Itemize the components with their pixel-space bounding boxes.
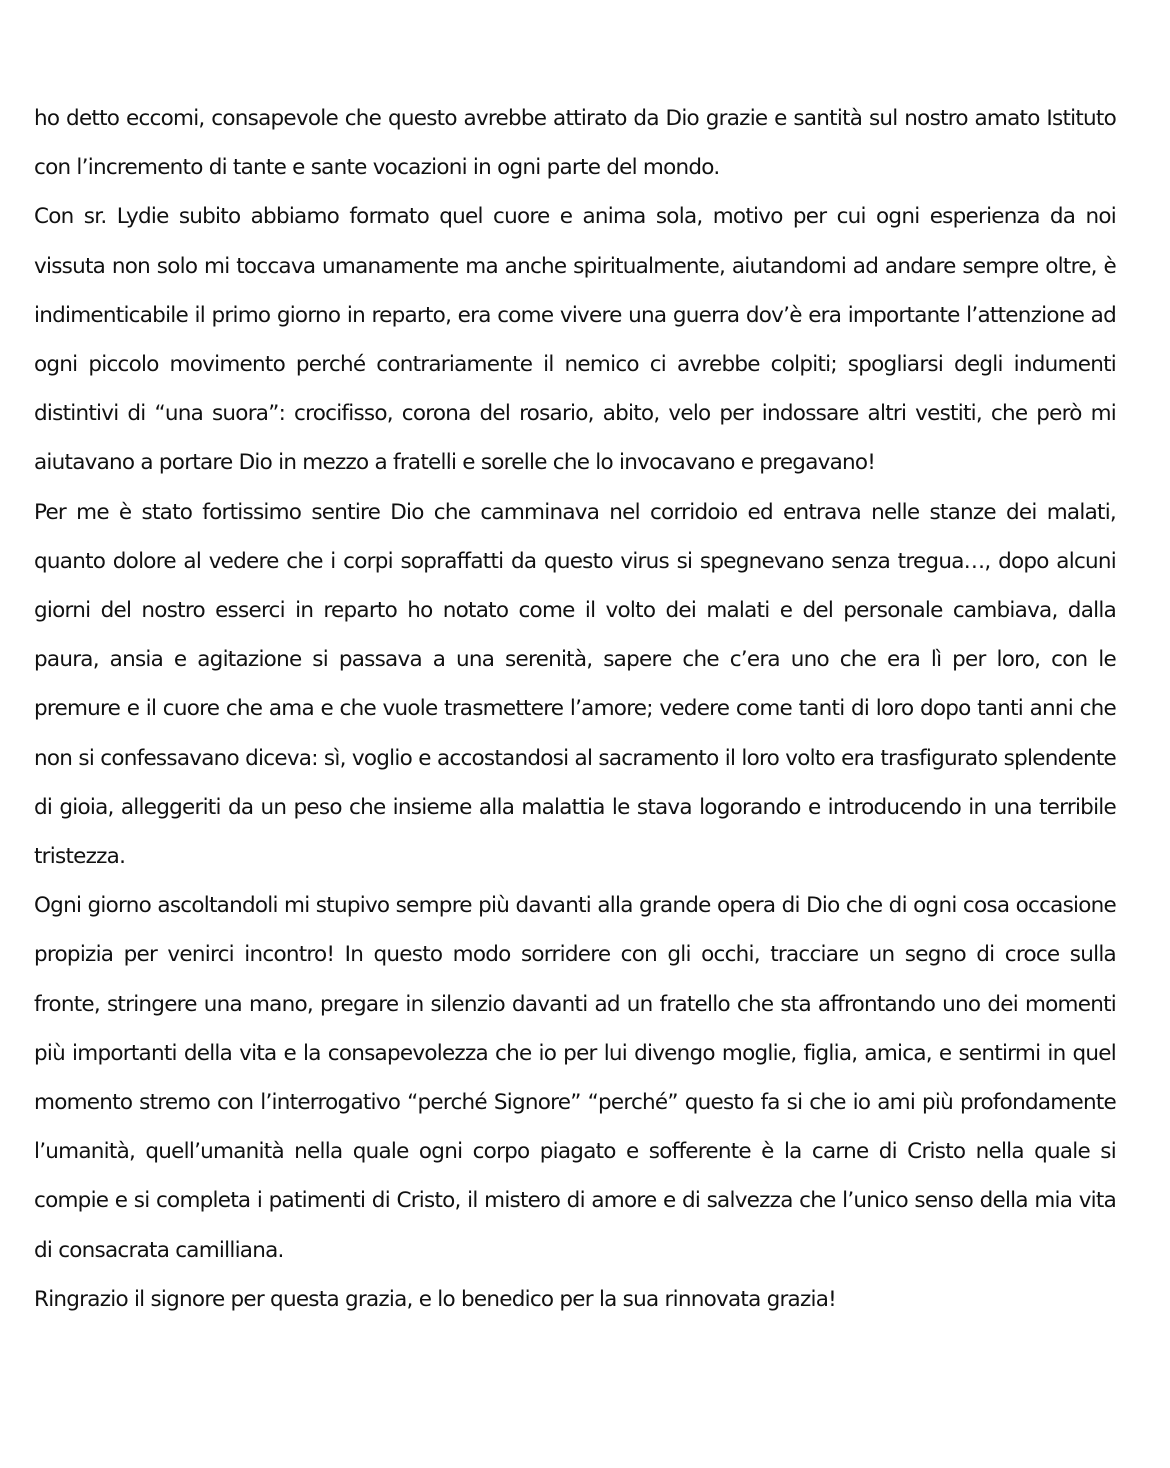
paragraph-2: Con sr. Lydie subito abbiamo formato quel cuore e anima sola, motivo per cui ogni esperienza da noi vissuta non solo mi toccava umanamente ma anche spiritualmente, aiutandomi ad andare sempre oltre, è indimenticabile il primo giorno in reparto, era come vivere una guerra dov’è era importante l’attenzione ad ogni piccolo movimento perché contrariamente il nemico ci avrebbe colpiti; spogliarsi degli indumenti distintivi di “una suora”: crocifisso, corona del rosario, abito, velo per indossare altri vestiti, che però mi aiutavano a portare Dio in mezzo a fratelli e sorelle che lo invocavano e pregavano! — [34, 204, 1116, 476]
paragraph-3: Per me è stato fortissimo sentire Dio che camminava nel corridoio ed entrava nelle stanze dei malati, quanto dolore al vedere che i corpi sopraffatti da questo virus si spegnevano senza tregua…, dopo alcuni giorni del nostro esserci in reparto ho notato come il volto dei malati e del personale cambiava, dalla paura, ansia e agitazione si passava a una serenità, sapere che c’era uno che era lì per loro, con le premure e il cuore che ama e che vuole trasmettere l’amore; vedere come tanti di loro dopo tanti anni che non si confessavano diceva: sì, voglio e accostandosi al sacramento il loro volto era trasfigurato splendente di gioia, alleggeriti da un peso che insieme alla malattia le stava logorando e introducendo in una terribile tristezza. — [34, 499, 1116, 870]
document-body — [34, 94, 1116, 1324]
paragraph-4: Ogni giorno ascoltandoli mi stupivo sempre più davanti alla grande opera di Dio che di ogni cosa occasione propizia per venirci incontro! In questo modo sorridere con gli occhi, tracciare un segno di croce sulla fronte, stringere una mano, pregare in silenzio davanti ad un fratello che sta affrontando uno dei momenti più importanti della vita e la consapevolezza che io per lui divengo moglie, figlia, amica, e sentirmi in quel momento stremo con l’interrogativo “perché Signore” “perché” questo fa si che io ami più profondamente l’umanità, quell’umanità nella quale ogni corpo piagato e sofferente è la carne di Cristo nella quale si compie e si completa i patimenti di Cristo, il mistero di amore e di salvezza che l’unico senso della mia vita di consacrata camilliana. — [34, 893, 1116, 1263]
paragraph-1: ho detto eccomi, consapevole che questo avrebbe attirato da Dio grazie e santità sul nostro amato Istituto con l’incremento di tante e sante vocazioni in ogni parte del mondo. — [34, 106, 1116, 181]
paragraph-5: Ringrazio il signore per questa grazia, e lo benedico per la sua rinnovata grazia! — [34, 1286, 837, 1312]
